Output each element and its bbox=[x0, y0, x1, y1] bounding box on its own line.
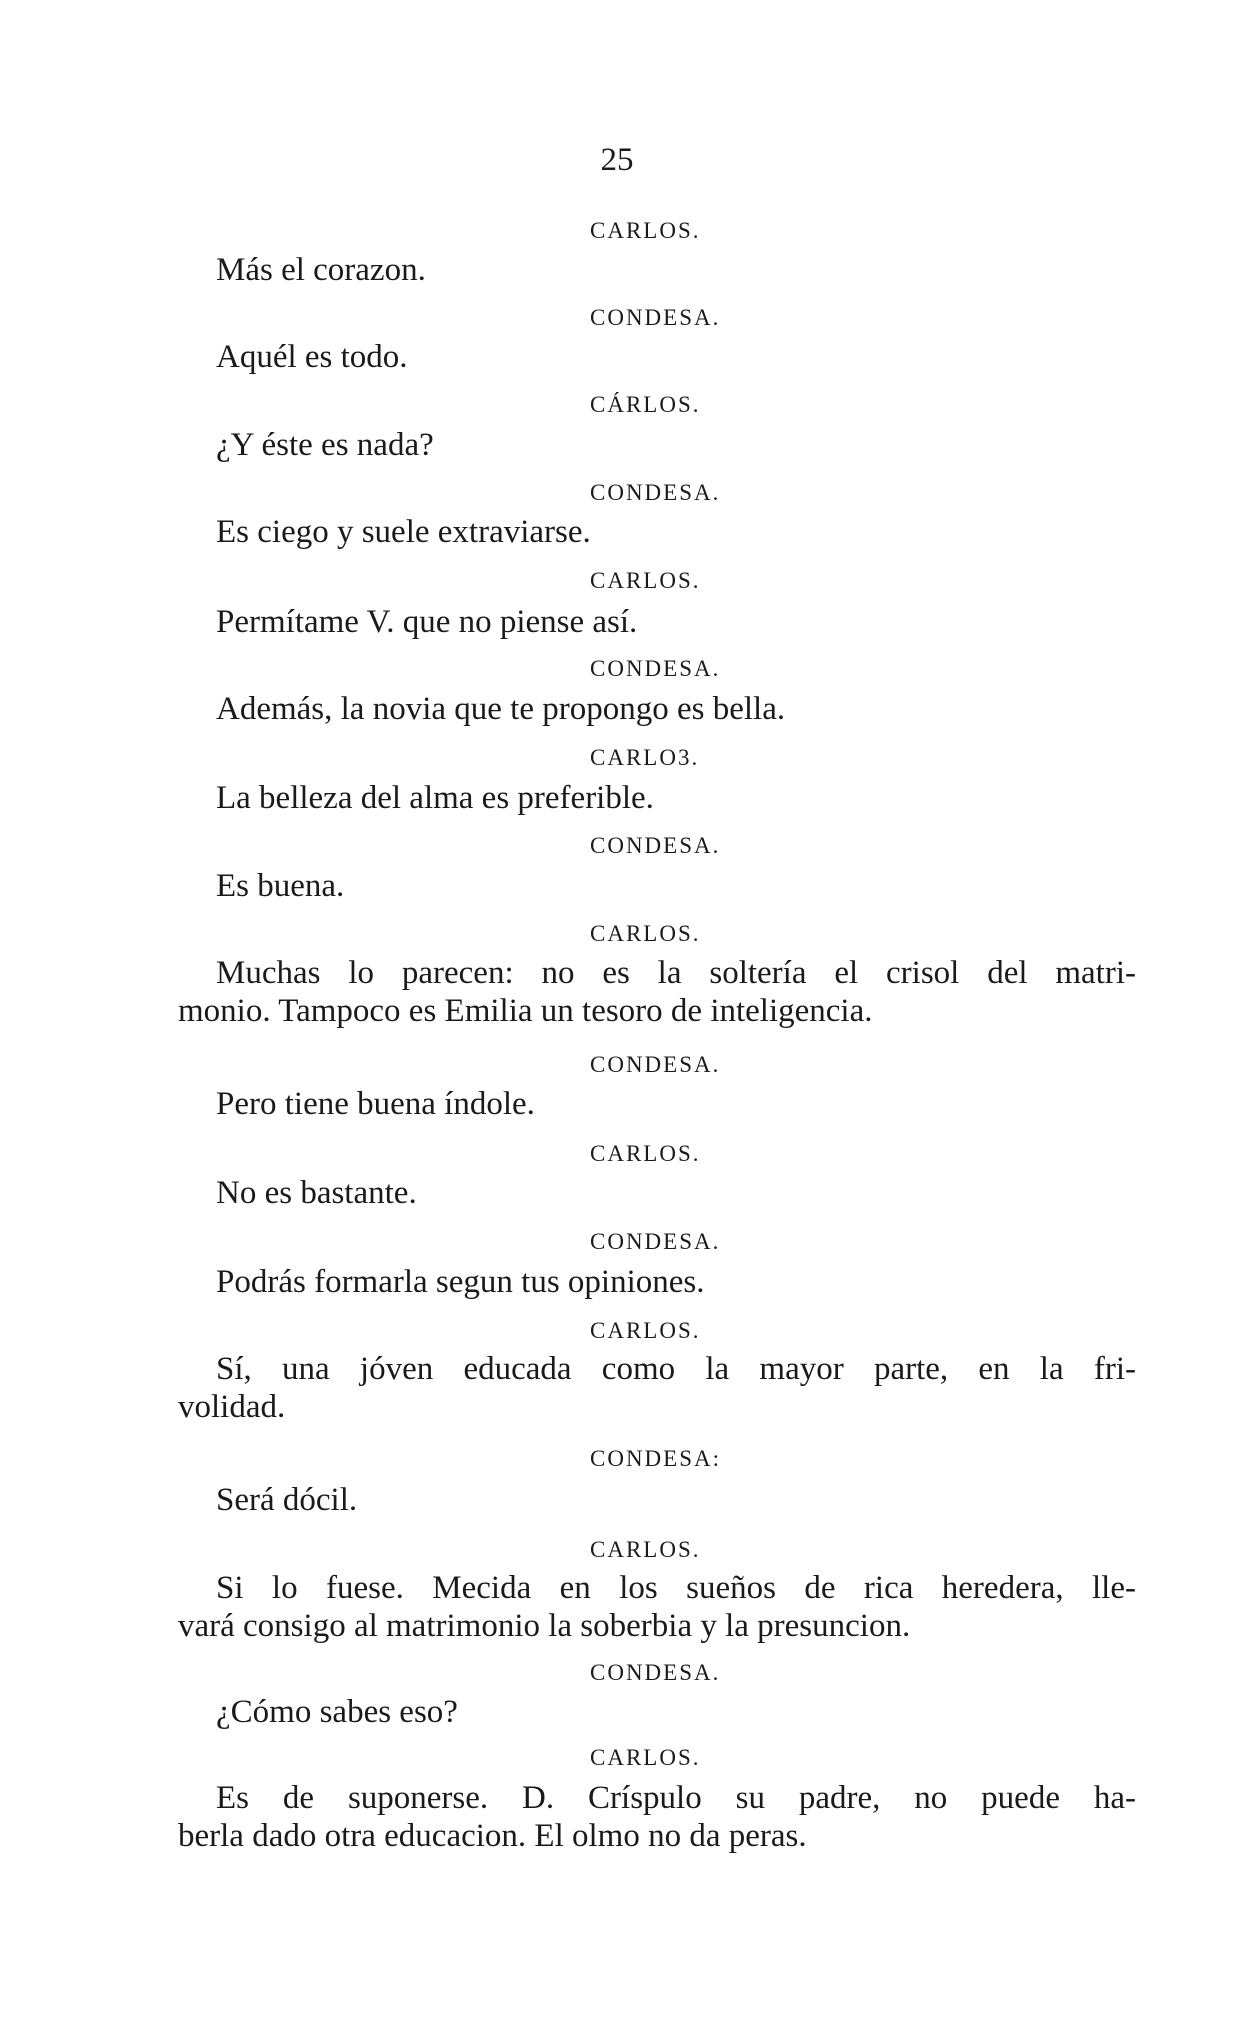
dialogue-line: Además, la novia que te propongo es bella. bbox=[216, 691, 786, 727]
dialogue-line: Sí, una jóven educada como la mayor parte, en la fri- bbox=[216, 1351, 1136, 1387]
dialogue-line: volidad. bbox=[178, 1389, 286, 1425]
page-number: 25 bbox=[600, 142, 634, 178]
speaker-label: CARLOS. bbox=[590, 1141, 701, 1166]
dialogue-line: Permítame V. que no piense así. bbox=[216, 604, 638, 640]
speaker-label: CARLOS. bbox=[590, 1318, 701, 1343]
dialogue-line: Más el corazon. bbox=[216, 252, 426, 288]
dialogue-line: Podrás formarla segun tus opiniones. bbox=[216, 1264, 705, 1300]
speaker-label: CONDESA. bbox=[590, 656, 721, 681]
dialogue-line: vará consigo al matrimonio la soberbia y la presuncion. bbox=[178, 1608, 911, 1644]
dialogue-line: monio. Tampoco es Emilia un tesoro de inteligencia. bbox=[178, 993, 873, 1029]
speaker-label: CARLO3. bbox=[590, 745, 700, 770]
dialogue-line: Es de suponerse. D. Críspulo su padre, no puede ha- bbox=[216, 1780, 1136, 1816]
dialogue-line: Si lo fuese. Mecida en los sueños de rica heredera, lle- bbox=[216, 1570, 1136, 1606]
dialogue-line: Muchas lo parecen: no es la soltería el crisol del matri- bbox=[216, 955, 1136, 991]
dialogue-line: ¿Y éste es nada? bbox=[216, 427, 434, 463]
dialogue-line: Es ciego y suele extraviarse. bbox=[216, 514, 591, 550]
dialogue-line: No es bastante. bbox=[216, 1175, 417, 1211]
speaker-label: CONDESA: bbox=[590, 1446, 722, 1471]
speaker-label: CONDESA. bbox=[590, 833, 721, 858]
speaker-label: CONDESA. bbox=[590, 1052, 721, 1077]
speaker-label: CARLOS. bbox=[590, 568, 701, 593]
speaker-label: CÁRLOS. bbox=[590, 392, 701, 417]
speaker-label: CARLOS. bbox=[590, 1745, 701, 1770]
dialogue-line: Aquél es todo. bbox=[216, 339, 408, 375]
dialogue-line: Será dócil. bbox=[216, 1482, 358, 1518]
speaker-label: CONDESA. bbox=[590, 305, 721, 330]
dialogue-line: Pero tiene buena índole. bbox=[216, 1086, 535, 1122]
dialogue-line: berla dado otra educacion. El olmo no da peras. bbox=[178, 1818, 807, 1854]
speaker-label: CARLOS. bbox=[590, 218, 701, 243]
speaker-label: CARLOS. bbox=[590, 921, 701, 946]
dialogue-line: Es buena. bbox=[216, 868, 345, 904]
speaker-label: CARLOS. bbox=[590, 1537, 701, 1562]
dialogue-line: La belleza del alma es preferible. bbox=[216, 780, 654, 816]
speaker-label: CONDESA. bbox=[590, 1660, 721, 1685]
speaker-label: CONDESA. bbox=[590, 480, 721, 505]
speaker-label: CONDESA. bbox=[590, 1229, 721, 1254]
dialogue-line: ¿Cómo sabes eso? bbox=[216, 1694, 458, 1730]
